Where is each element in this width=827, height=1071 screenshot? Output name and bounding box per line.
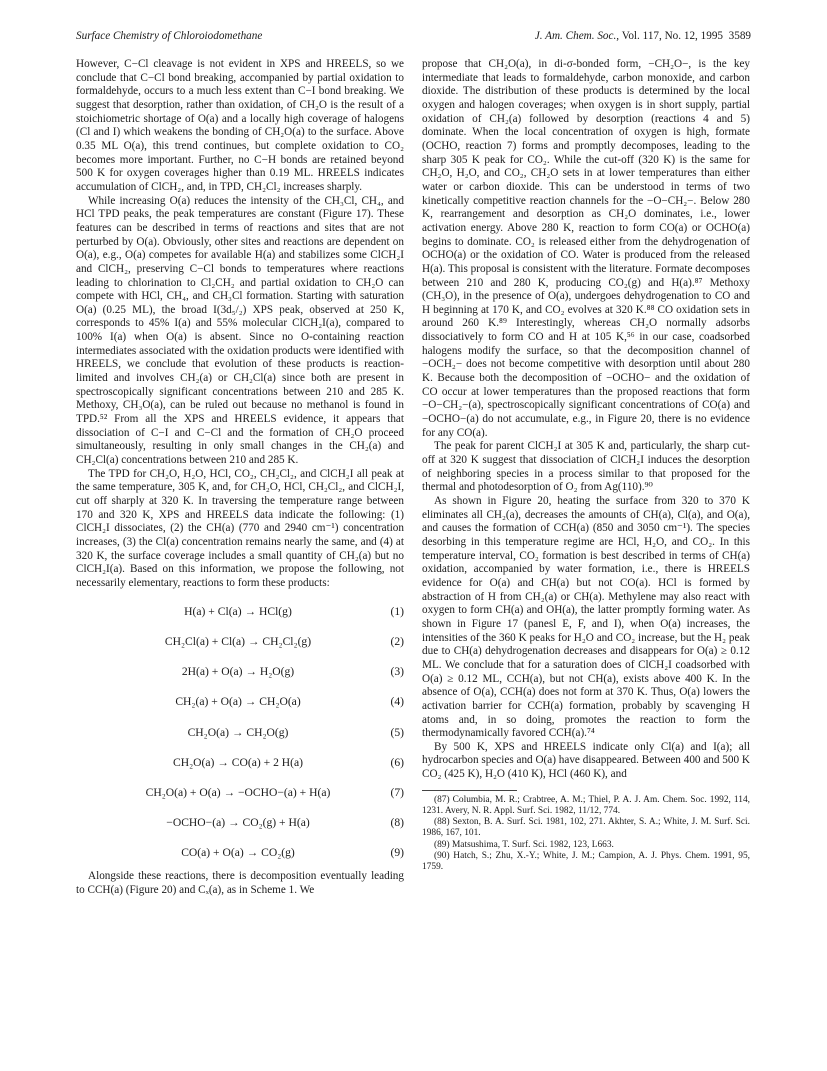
footnote: (87) Columbia, M. R.; Crabtree, A. M.; Thiel, P. A. J. Am. Chem. Soc. 1992, 114, 1231. Avery, N. R. Appl. Surf. Sci. 1982, 11/12, 774. bbox=[422, 794, 750, 816]
equation-number: (6) bbox=[390, 755, 404, 769]
paragraph: propose that CH₂O(a), in di-σ-bonded form, −CH₂O−, is the key intermediate that leads to formaldehyde, carbon monoxide, and carbon dioxide. The distribution of these products is determined by the local oxygen and halogen coverages; when oxygen is in short supply, partial oxidation of CH₂(a) followed by desorption (reactions 4 and 5) dominate. When the local concentration of oxygen is high, formate (OCHO, reaction 7) forms and promptly decomposes, leading to the sharp 305 K peak for CO₂. While the cut-off (320 K) is the same for CH₂O, H₂O, and CO₂, CH₂O sets in at lower temperatures than either water or carbon dioxide. This can be understood in terms of two kinetically competitive reaction channels for the −O−CH₂−. Below 280 K, rearrangement and desorption as CH₂O dominates, i.e., lower activation energy. Above 280 K, reaction to form CO(a) or OCHO(a) begins to dominate. CO₂ is released either from the dehydrogenation of OCHO(a) or the oxidation of CO. Water is produced from the released H(a). This proposal is consistent with the literature. Formate decomposes between 210 and 280 K, producing CO₂(g) and H(a).⁸⁷ Methoxy (CH₃O), in the presence of O(a), undergoes dehydrogenation to CO and H beginning at 170 K, and CO₂ evolves at 320 K.⁸⁸ CO oxidation sets in around 260 K.⁸⁹ Interestingly, whereas CH₂O normally adsorbs dissociatively to form CO and H at 105 K,⁵⁶ in our case, coadsorbed halogens modify the surface, so that the decomposition channel of −OCH₂− does not become competitive with desorption until about 280 K. Because both the decomposition of −OCHO− and the oxidation of CO occur at lower temperatures than the proposed reactions that form −O−CH₂−(a), spectroscopically significant concentrations of CO(a) and −OCHO−(a) do not accumulate, e.g., in Figure 20, there is no evidence for any CO(a). bbox=[422, 58, 750, 439]
equation-number: (7) bbox=[390, 785, 404, 799]
journal-citation bbox=[535, 30, 751, 42]
paragraph: While increasing O(a) reduces the intensity of the CH₃Cl, CH₄, and HCl TPD peaks, the peak temperatures are constant (Figure 17). These features can be described in terms of reactions and sites that are not perturbed by O(a). Obviously, other sites and reactions are dependent on O(a), e.g., O(a) competes for available H(a) and stabilizes some ClCH₂I and ClCH₂, preserving C−Cl bonds to temperatures where reactions leading to chlorination to Cl₂CH₂ and partial oxidation to CH₂O can compete with HCl, CH₄, and CH₃Cl formation. Starting with saturation O(a) (0.25 ML), the broad I(3d₅/₂) XPS peak, observed at 250 K, corresponds to 45% I(a) and 55% molecular ClCH₂I(a), compared to 100% I(a) when O(a) is absent. Since no O-containing reaction intermediates associated with the oxidation products were identified with HREELS, we conclude that evolution of these products is reaction-limited and involves CH₂(a) or CH₂Cl(a) since both are present in spectroscopically significant concentrations between 210 and 285 K. Methoxy, CH₃O(a), can be ruled out because no methanol is found in TPD.⁵² From all the XPS and HREELS evidence, it appears that dissociation of C−I and C−Cl and the formation of CH₂O proceed simultaneously, resulting in only small changes in the CH₂(a) and CH₂Cl(a) concentrations between 210 and 285 K. bbox=[76, 194, 404, 467]
equation-number: (1) bbox=[390, 604, 404, 618]
equation-expression: −OCHO−(a) → CO₂(g) + H(a) bbox=[166, 816, 310, 830]
equation-expression: CH₂O(a) → CO(a) + 2 H(a) bbox=[172, 755, 304, 769]
paragraph: The TPD for CH₂O, H₂O, HCl, CO₂, CH₂Cl₂, and ClCH₂I all peak at the same temperature, 305 K, and, for CH₂O, HCl, CH₂Cl₂, and ClCH₂I, cut off sharply at 320 K. In traversing the temperature range between 170 and 320 K, XPS and HREELS data indicate the following: (1) ClCH₂I dissociates, (2) the CH(a) (770 and 2940 cm⁻¹) concentration increases, (3) the Cl(a) concentration remains nearly the same, and (4) at 320 K, the surface coverage includes a small quantity of CH₂(a) but no ClCH₂I(a). Based on this information, we propose the following, not necessarily elementary, reactions to form these products: bbox=[76, 467, 404, 589]
journal-volume: Vol. 117, No. 12, 1995 bbox=[621, 30, 724, 42]
equation bbox=[76, 627, 404, 657]
running-title: Surface Chemistry of Chloroiodomethane bbox=[76, 30, 263, 42]
page-number: 3589 bbox=[728, 30, 751, 42]
running-header bbox=[76, 30, 751, 46]
equation-number: (4) bbox=[390, 695, 404, 709]
equation bbox=[76, 717, 404, 747]
equation bbox=[76, 687, 404, 717]
paragraph: The peak for parent ClCH₂I at 305 K and, particularly, the sharp cut-off at 320 K suggest that dissociation of ClCH₂I induces the desorption of neighboring species in a process similar to that proposed for the thermal and photodesorption of O₂ from Ag(110).⁹⁰ bbox=[422, 440, 750, 494]
equation-number: (2) bbox=[390, 635, 404, 649]
equation-expression: CH₂O(a) + O(a) → −OCHO−(a) + H(a) bbox=[145, 785, 331, 799]
equation bbox=[76, 657, 404, 687]
equation-number: (3) bbox=[390, 665, 404, 679]
paragraph: By 500 K, XPS and HREELS indicate only Cl(a) and I(a); all hydrocarbon species and O(a) have disappeared. Between 400 and 500 K CO₂ (425 K), H₂O (410 K), HCl (460 K), and bbox=[422, 740, 750, 781]
equation-list bbox=[76, 597, 404, 869]
equation bbox=[76, 778, 404, 808]
equation bbox=[76, 838, 404, 868]
equation bbox=[76, 808, 404, 838]
footnotes bbox=[422, 795, 750, 873]
footnote: (88) Sexton, B. A. Surf. Sci. 1981, 102, 271. Akhter, S. A.; White, J. M. Surf. Sci. 1986, 167, 101. bbox=[422, 817, 750, 839]
equation-expression: 2H(a) + O(a) → H₂O(g) bbox=[181, 665, 295, 679]
left-column bbox=[76, 58, 404, 898]
right-column bbox=[422, 58, 750, 873]
equation-expression: CH₂O(a) → CH₂O(g) bbox=[187, 725, 289, 739]
paragraph: Alongside these reactions, there is decomposition eventually leading to CCH(a) (Figure 20) and Cₓ(a), as in Scheme 1. We bbox=[76, 870, 404, 896]
paragraph: However, C−Cl cleavage is not evident in XPS and HREELS, so we conclude that C−Cl bond breaking, accompanied by partial oxidation to formaldehyde, occurs to a much less extent than C−I bond breaking. We suggest that desorption, rather than oxidation, of CH₂O is the result of a stoichiometric shortage of O(a) and a locally high coverage of halogens (Cl and I) which weakens the bonding of CH₂O(a) to the surface. Above 0.35 ML O(a), this trend continues, but complete oxidation to CO₂ becomes more important. Further, no C−H bonds are retained beyond 500 K for oxygen coverages higher than 0.19 ML. HREELS indicates accumulation of ClCH₂, and, in TPD, CH₂Cl₂ increases sharply. bbox=[76, 58, 404, 193]
equation-number: (5) bbox=[390, 725, 404, 739]
equation bbox=[76, 597, 404, 627]
equation-expression: CO(a) + O(a) → CO₂(g) bbox=[181, 846, 295, 860]
equation-number: (9) bbox=[390, 846, 404, 860]
equation bbox=[76, 748, 404, 778]
equation-expression: H(a) + Cl(a) → HCl(g) bbox=[184, 604, 292, 618]
equation-expression: CH₂(a) + O(a) → CH₂O(a) bbox=[175, 695, 301, 709]
paragraph: As shown in Figure 20, heating the surface from 320 to 370 K eliminates all CH₂(a), decreases the amounts of CH(a), Cl(a), and O(a), and causes the formation of CCH(a) (850 and 3050 cm⁻¹). The species desorbing in this temperature regime are HCl, H₂O, and CO₂. In this temperature interval, CO₂ formation is best described in terms of CH(a) oxidation, accompanied by water formation, i.e., there is HREELS evidence for O(a) and CH(a) but not CO(a). HCl is formed by abstraction of H from CH₂(a) or CH(a). Methylene may also react with oxygen to form CH(a) and OH(a), the latter promptly forming water. As shown in Figure 17 (panesl E, F, and I), when O(a) increases, the intensities of the 360 K peaks for H₂O and CO₂ increase, but the H₂ peak due to CH(a) dehydrogenation decreases and disappears for O(a) ≥ 0.12 ML. We conclude that for a saturation does of ClCH₂I coadsorbed with O(a) ≥ 0.12 ML, CCH(a), but not CH(a), exists above 400 K. In the absence of O(a), CCH(a) does not form at 370 K. Thus, O(a) lowers the activation barrier for CCH(a) formation, probably by scavenging H atoms and, in so doing, promotes the reaction to form the thermodynamically favored CCH(a).⁷⁴ bbox=[422, 495, 750, 740]
footnote: (90) Hatch, S.; Zhu, X.-Y.; White, J. M.; Campion, A. J. Phys. Chem. 1991, 95, 1759. bbox=[422, 850, 750, 872]
footnote-rule bbox=[422, 790, 517, 791]
footnote: (89) Matsushima, T. Surf. Sci. 1982, 123, L663. bbox=[434, 839, 614, 850]
equation-expression: CH₂Cl(a) + Cl(a) → CH₂Cl₂(g) bbox=[164, 635, 312, 649]
equation-number: (8) bbox=[390, 816, 404, 830]
journal-name: J. Am. Chem. Soc., bbox=[534, 30, 620, 42]
